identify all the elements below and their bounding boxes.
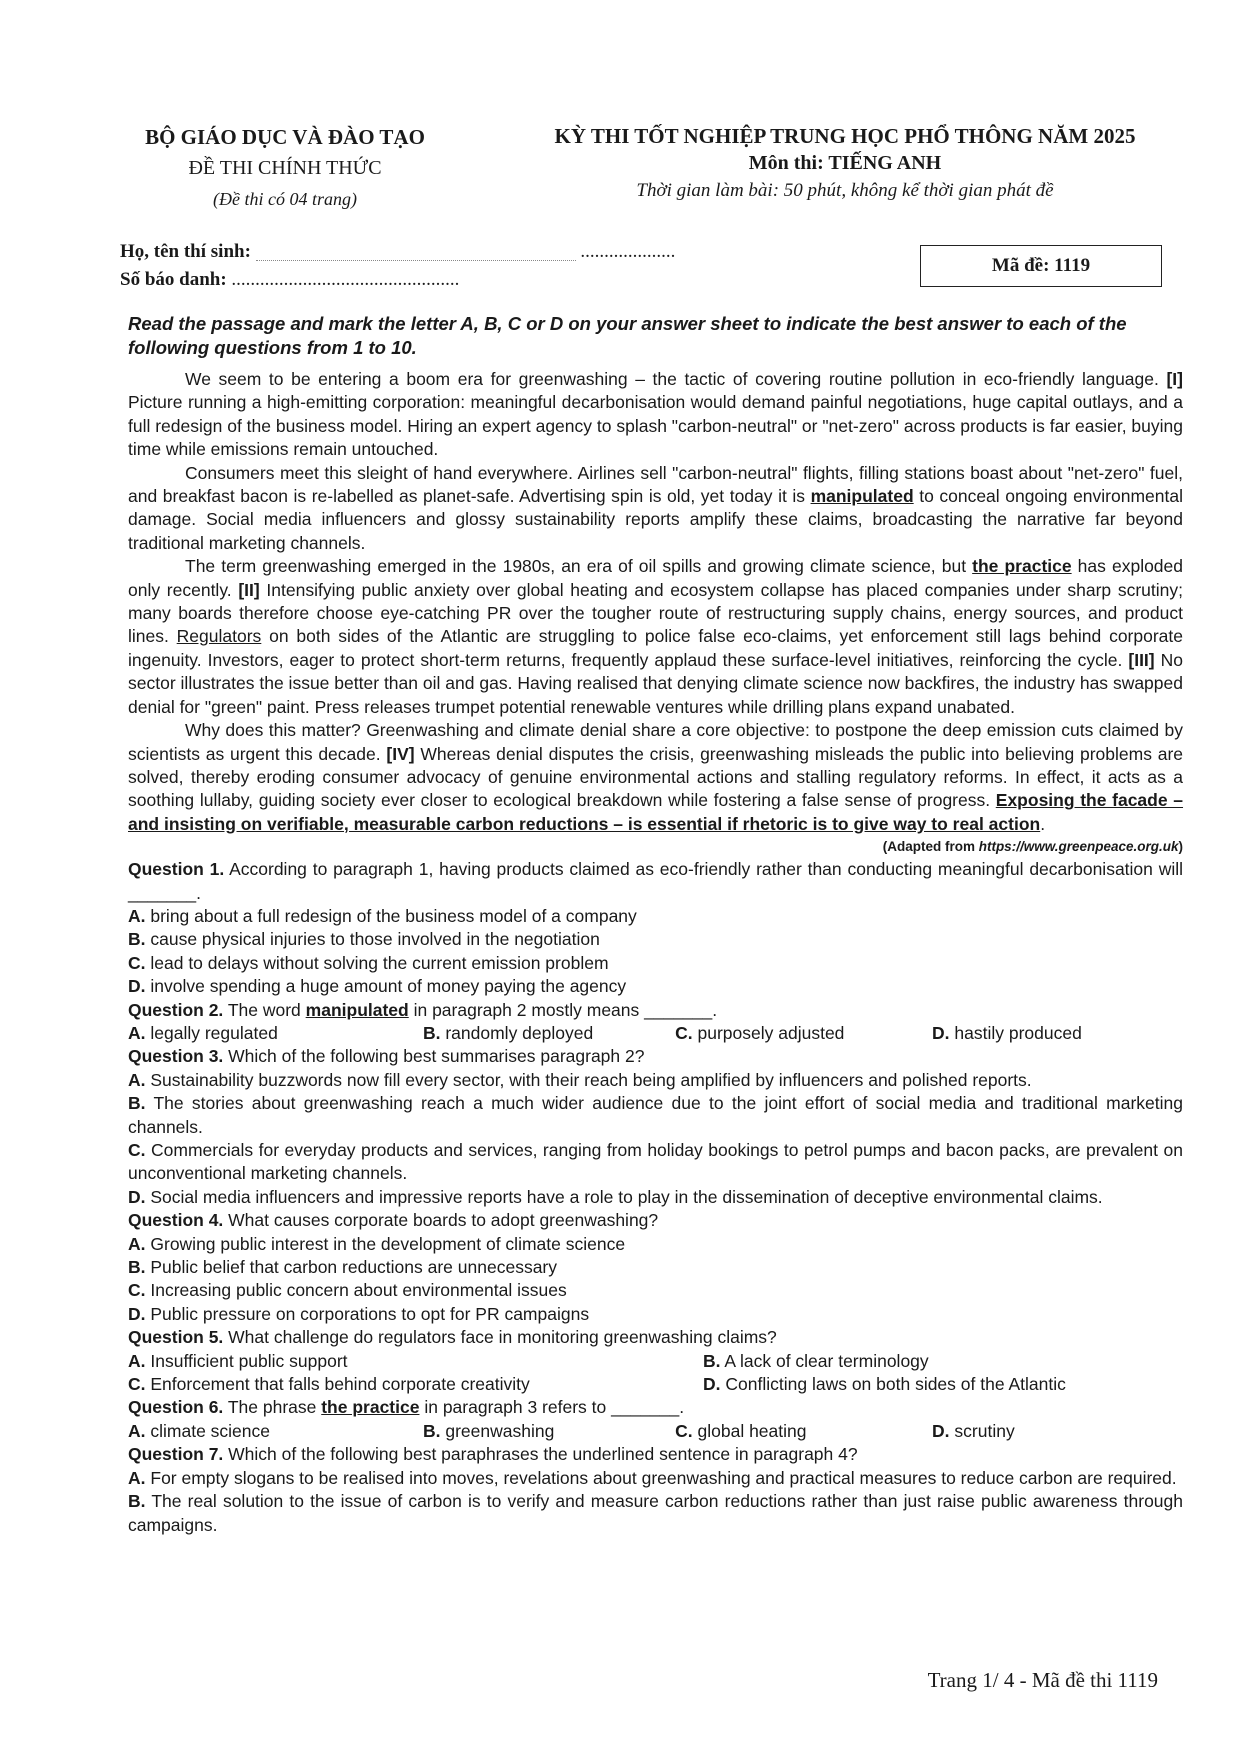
question-underlined-word: manipulated	[305, 999, 409, 1020]
q4-option-b	[128, 1256, 1183, 1279]
q6-option-a	[128, 1420, 423, 1443]
q3-option-b	[128, 1092, 1183, 1139]
page-footer: Trang 1/ 4 - Mã đề thi 1119	[927, 1668, 1158, 1692]
option-text: scrutiny	[954, 1420, 1015, 1441]
q5-option-a	[128, 1350, 703, 1373]
option-letter: B.	[128, 1257, 146, 1278]
p3-text-e: No sector illustrates the issue better than oil and gas. Having realised that denying climate science now backfires, the industry has swapped denial for "green" paint. Press releases trumpet potential renewable ventures while drilling plans expand unabated.	[128, 649, 1184, 717]
page-count-note: (Đề thi có 04 trang)	[213, 189, 357, 209]
option-text: Increasing public concern about environmental issues	[150, 1280, 567, 1301]
option-letter: B.	[128, 929, 146, 950]
passage-paragraph-3	[128, 555, 1183, 719]
q5-options-row-1	[128, 1350, 1183, 1373]
p4-text-a: Why does this matter? Greenwashing and climate denial share a core objective: to postpone the deep emission cuts claimed by scientists as urgent this decade.	[128, 720, 1183, 764]
candidate-name-row	[120, 238, 675, 266]
p3-underlined-phrase: the practice	[972, 556, 1072, 577]
q5-option-b	[703, 1350, 929, 1373]
option-letter: D.	[128, 1303, 146, 1324]
candidate-info	[120, 238, 675, 294]
q5-option-d	[703, 1373, 1066, 1396]
p4-end: .	[1040, 813, 1046, 834]
q1-option-b	[128, 928, 1183, 951]
p4-text-b: Whereas denial disputes the crisis, greenwashing misleads the public into believing problems are solved, thereby eroding consumer advocacy of genuine environmental actions and stalling regulatory reforms. In effect, it acts as a soothing lullaby, guiding society ever closer to ecological breakdown while fostering a false sense of progress.	[128, 743, 1184, 811]
ministry-name: BỘ GIÁO DỤC VÀ ĐÀO TẠO	[145, 125, 425, 149]
question-number: Question 4.	[128, 1210, 224, 1231]
q2-option-d	[932, 1022, 1183, 1045]
option-text: Enforcement that falls behind corporate creativity	[150, 1374, 530, 1395]
source-citation	[128, 838, 1183, 856]
q2-option-c	[675, 1022, 932, 1045]
question-4	[128, 1209, 1183, 1232]
option-text: The stories about greenwashing reach a much wider audience due to the joint effort of social media and traditional marketing channels.	[128, 1093, 1184, 1137]
option-letter: D.	[703, 1374, 721, 1395]
q1-option-c	[128, 952, 1183, 975]
exam-title: KỲ THI TỐT NGHIỆP TRUNG HỌC PHỔ THÔNG NĂM 2025	[554, 124, 1136, 148]
question-number: Question 7.	[128, 1444, 224, 1465]
question-6	[128, 1396, 1183, 1419]
option-text: involve spending a huge amount of money paying the agency	[150, 976, 627, 997]
q3-option-d	[128, 1186, 1183, 1209]
question-7	[128, 1443, 1183, 1466]
question-1	[128, 858, 1183, 905]
q1-option-d	[128, 975, 1183, 998]
p2-text-b: to conceal ongoing environmental damage. Social media influencers and glossy sustainability reports amplify these claims, broadcasting the narrative far beyond traditional marketing channels.	[128, 486, 1183, 553]
source-suffix: )	[1178, 839, 1183, 855]
option-letter: A.	[128, 1350, 146, 1371]
header-right	[530, 122, 1160, 206]
q6-option-c	[675, 1420, 932, 1443]
option-letter: B.	[128, 1093, 146, 1114]
option-text: Public pressure on corporations to opt for PR campaigns	[150, 1303, 590, 1324]
option-text: randomly deployed	[445, 1022, 594, 1043]
candidate-id-row	[120, 266, 675, 294]
option-letter: C.	[128, 1374, 146, 1395]
option-text: Growing public interest in the development of climate science	[150, 1233, 626, 1254]
option-text: Conflicting laws on both sides of the Atlantic	[725, 1374, 1066, 1395]
question-text-post: in paragraph 2 mostly means _______.	[408, 999, 718, 1020]
q4-option-c	[128, 1279, 1183, 1302]
question-text-pre: The phrase	[223, 1397, 322, 1418]
option-text: Sustainability buzzwords now fill every sector, with their reach being amplified by influencers and polished reports.	[150, 1069, 1032, 1090]
p2-text-a: Consumers meet this sleight of hand everywhere. Airlines sell "carbon-neutral" flights, filling stations boast about "net-zero" fuel, and breakfast bacon is re-labelled as planet-safe. Advertising spin is old, yet today it is	[128, 462, 1183, 507]
q3-option-a	[128, 1069, 1183, 1092]
candidate-name-handwriting	[256, 244, 576, 261]
exam-code-box	[920, 245, 1162, 287]
exam-time: Thời gian làm bài: 50 phút, không kể thời gian phát đề	[636, 180, 1054, 201]
question-number: Question 6.	[128, 1397, 224, 1418]
option-text: global heating	[697, 1420, 807, 1441]
passage-paragraph-2	[128, 462, 1183, 556]
q1-option-a	[128, 905, 1183, 928]
option-letter: B.	[422, 1022, 441, 1043]
option-letter: C.	[128, 1280, 146, 1301]
question-2	[128, 999, 1183, 1022]
question-number: Question 5.	[128, 1327, 224, 1348]
option-text: climate science	[150, 1420, 271, 1441]
exam-code: Mã đề: 1119	[991, 255, 1091, 276]
marker-2: [II]	[238, 579, 260, 600]
header-left	[120, 122, 450, 214]
option-text: lead to delays without solving the current emission problem	[150, 952, 609, 973]
q5-options-row-2	[128, 1373, 1183, 1396]
option-letter: A.	[128, 1233, 146, 1254]
passage-paragraph-1	[128, 368, 1183, 462]
q6-option-b	[423, 1420, 675, 1443]
candidate-id-label: Số báo danh:	[120, 269, 227, 290]
option-text: Insufficient public support	[150, 1350, 348, 1371]
exam-content	[128, 312, 1183, 1537]
source-url: https://www.greenpeace.org.uk	[978, 839, 1179, 855]
candidate-id-dots: ................................................	[231, 269, 460, 290]
question-text: Which of the following best paraphrases the underlined sentence in paragraph 4?	[223, 1444, 858, 1465]
option-text: Social media influencers and impressive reports have a role to play in the dissemination of deceptive environmental claims.	[150, 1186, 1103, 1207]
q7-option-b	[128, 1490, 1183, 1537]
option-letter: A.	[128, 905, 146, 926]
q6-options	[128, 1420, 1183, 1443]
option-text: hastily produced	[954, 1022, 1082, 1043]
passage-paragraph-4	[128, 719, 1183, 836]
option-letter: D.	[128, 1186, 146, 1207]
option-text: For empty slogans to be realised into moves, revelations about greenwashing and practical measures to reduce carbon are required.	[150, 1467, 1177, 1488]
option-letter: A.	[128, 1022, 146, 1043]
p1-text-b: Picture running a high-emitting corporation: meaningful decarbonisation would demand painful negotiations, huge capital outlays, and a full redesign of the business model. Hiring an expert agency to splash "carbon-neutral" or "net-zero" across products is far easier, buying time while emissions remain untouched.	[128, 392, 1183, 460]
question-text-post: in paragraph 3 refers to _______.	[419, 1397, 685, 1418]
marker-1: [I]	[1166, 369, 1183, 389]
official-exam-label: ĐỀ THI CHÍNH THỨC	[188, 157, 382, 179]
option-letter: B.	[128, 1491, 146, 1512]
source-prefix: (Adapted from	[882, 839, 979, 855]
question-text: Which of the following best summarises paragraph 2?	[223, 1046, 645, 1067]
q5-option-c	[128, 1373, 703, 1396]
question-number: Question 3.	[128, 1046, 224, 1067]
option-letter: C.	[128, 952, 146, 973]
question-underlined-phrase: the practice	[321, 1397, 420, 1418]
question-text: What challenge do regulators face in monitoring greenwashing claims?	[223, 1327, 777, 1348]
question-5	[128, 1326, 1183, 1349]
option-text: legally regulated	[150, 1022, 278, 1043]
p4-underlined-sentence: Exposing the facade – and insisting on verifiable, measurable carbon reductions – is essential if rhetoric is to give way to real action	[128, 790, 1184, 834]
option-letter: B.	[422, 1420, 441, 1441]
question-text: What causes corporate boards to adopt greenwashing?	[223, 1210, 659, 1231]
option-text: purposely adjusted	[697, 1022, 845, 1043]
instruction: Read the passage and mark the letter A, B, C or D on your answer sheet to indicate the best answer to each of the following questions from 1 to 10.	[128, 313, 1127, 358]
exam-subject: Môn thi: TIẾNG ANH	[748, 152, 942, 174]
q3-option-c	[128, 1139, 1183, 1186]
marker-3: [III]	[1128, 649, 1155, 670]
option-letter: C.	[675, 1420, 693, 1441]
p3-text-b: has exploded only recently.	[128, 556, 1184, 600]
option-letter: D.	[932, 1420, 950, 1441]
option-letter: B.	[703, 1350, 721, 1371]
option-letter: A.	[128, 1420, 146, 1441]
question-number: Question 2.	[128, 999, 224, 1020]
question-3	[128, 1045, 1183, 1068]
marker-4: [IV]	[386, 743, 415, 764]
q2-option-b	[423, 1022, 675, 1045]
p2-underlined-word: manipulated	[810, 486, 914, 507]
p3-text-c: Intensifying public anxiety over global heating and ecosystem collapse has placed companies under sharp scrutiny; many boards therefore choose eye-catching PR over the tougher route of restructuring supply chains, energy sources, and product lines.	[128, 579, 1184, 647]
candidate-name-label: Họ, tên thí sinh:	[120, 241, 251, 262]
question-number: Question 1.	[128, 859, 225, 880]
option-letter: C.	[675, 1022, 693, 1043]
option-letter: A.	[128, 1467, 146, 1488]
q4-option-d	[128, 1303, 1183, 1326]
q2-option-a	[128, 1022, 423, 1045]
option-text: Public belief that carbon reductions are unnecessary	[150, 1257, 558, 1278]
q2-options	[128, 1022, 1183, 1045]
p1-text-a: We seem to be entering a boom era for greenwashing – the tactic of covering routine pollution in eco-friendly language.	[185, 369, 1167, 389]
p3-text-a: The term greenwashing emerged in the 1980s, an era of oil spills and growing climate science, but	[185, 556, 973, 577]
option-text: A lack of clear terminology	[724, 1350, 929, 1371]
option-letter: C.	[128, 1140, 146, 1160]
question-text-pre: The word	[223, 999, 306, 1020]
option-text: The real solution to the issue of carbon is to verify and measure carbon reductions rather than just raise public awareness through campaigns.	[128, 1491, 1184, 1535]
option-letter: D.	[932, 1022, 950, 1043]
option-letter: A.	[128, 1069, 146, 1090]
question-text: According to paragraph 1, having products claimed as eco-friendly rather than conducting meaningful decarbonisation will _______.	[128, 859, 1183, 903]
q6-option-d	[932, 1420, 1183, 1443]
q7-option-a	[128, 1467, 1183, 1490]
candidate-name-dots: ....................	[580, 241, 676, 262]
option-text: greenwashing	[445, 1420, 555, 1441]
p3-underlined-regulators: Regulators	[176, 626, 262, 647]
option-text: bring about a full redesign of the business model of a company	[150, 905, 637, 926]
p3-text-d: on both sides of the Atlantic are struggling to police false eco-claims, yet enforcement still lags behind corporate ingenuity. Investors, eager to protect short-term returns, frequently applaud these surface-level initiatives, reinforcing the cycle.	[128, 626, 1184, 670]
option-text: cause physical injuries to those involved in the negotiation	[150, 929, 600, 950]
q4-option-a	[128, 1233, 1183, 1256]
option-letter: D.	[128, 976, 146, 997]
option-text: Commercials for everyday products and services, ranging from holiday bookings to petrol pumps and bacon packs, are prevalent on unconventional marketing channels.	[128, 1140, 1183, 1184]
